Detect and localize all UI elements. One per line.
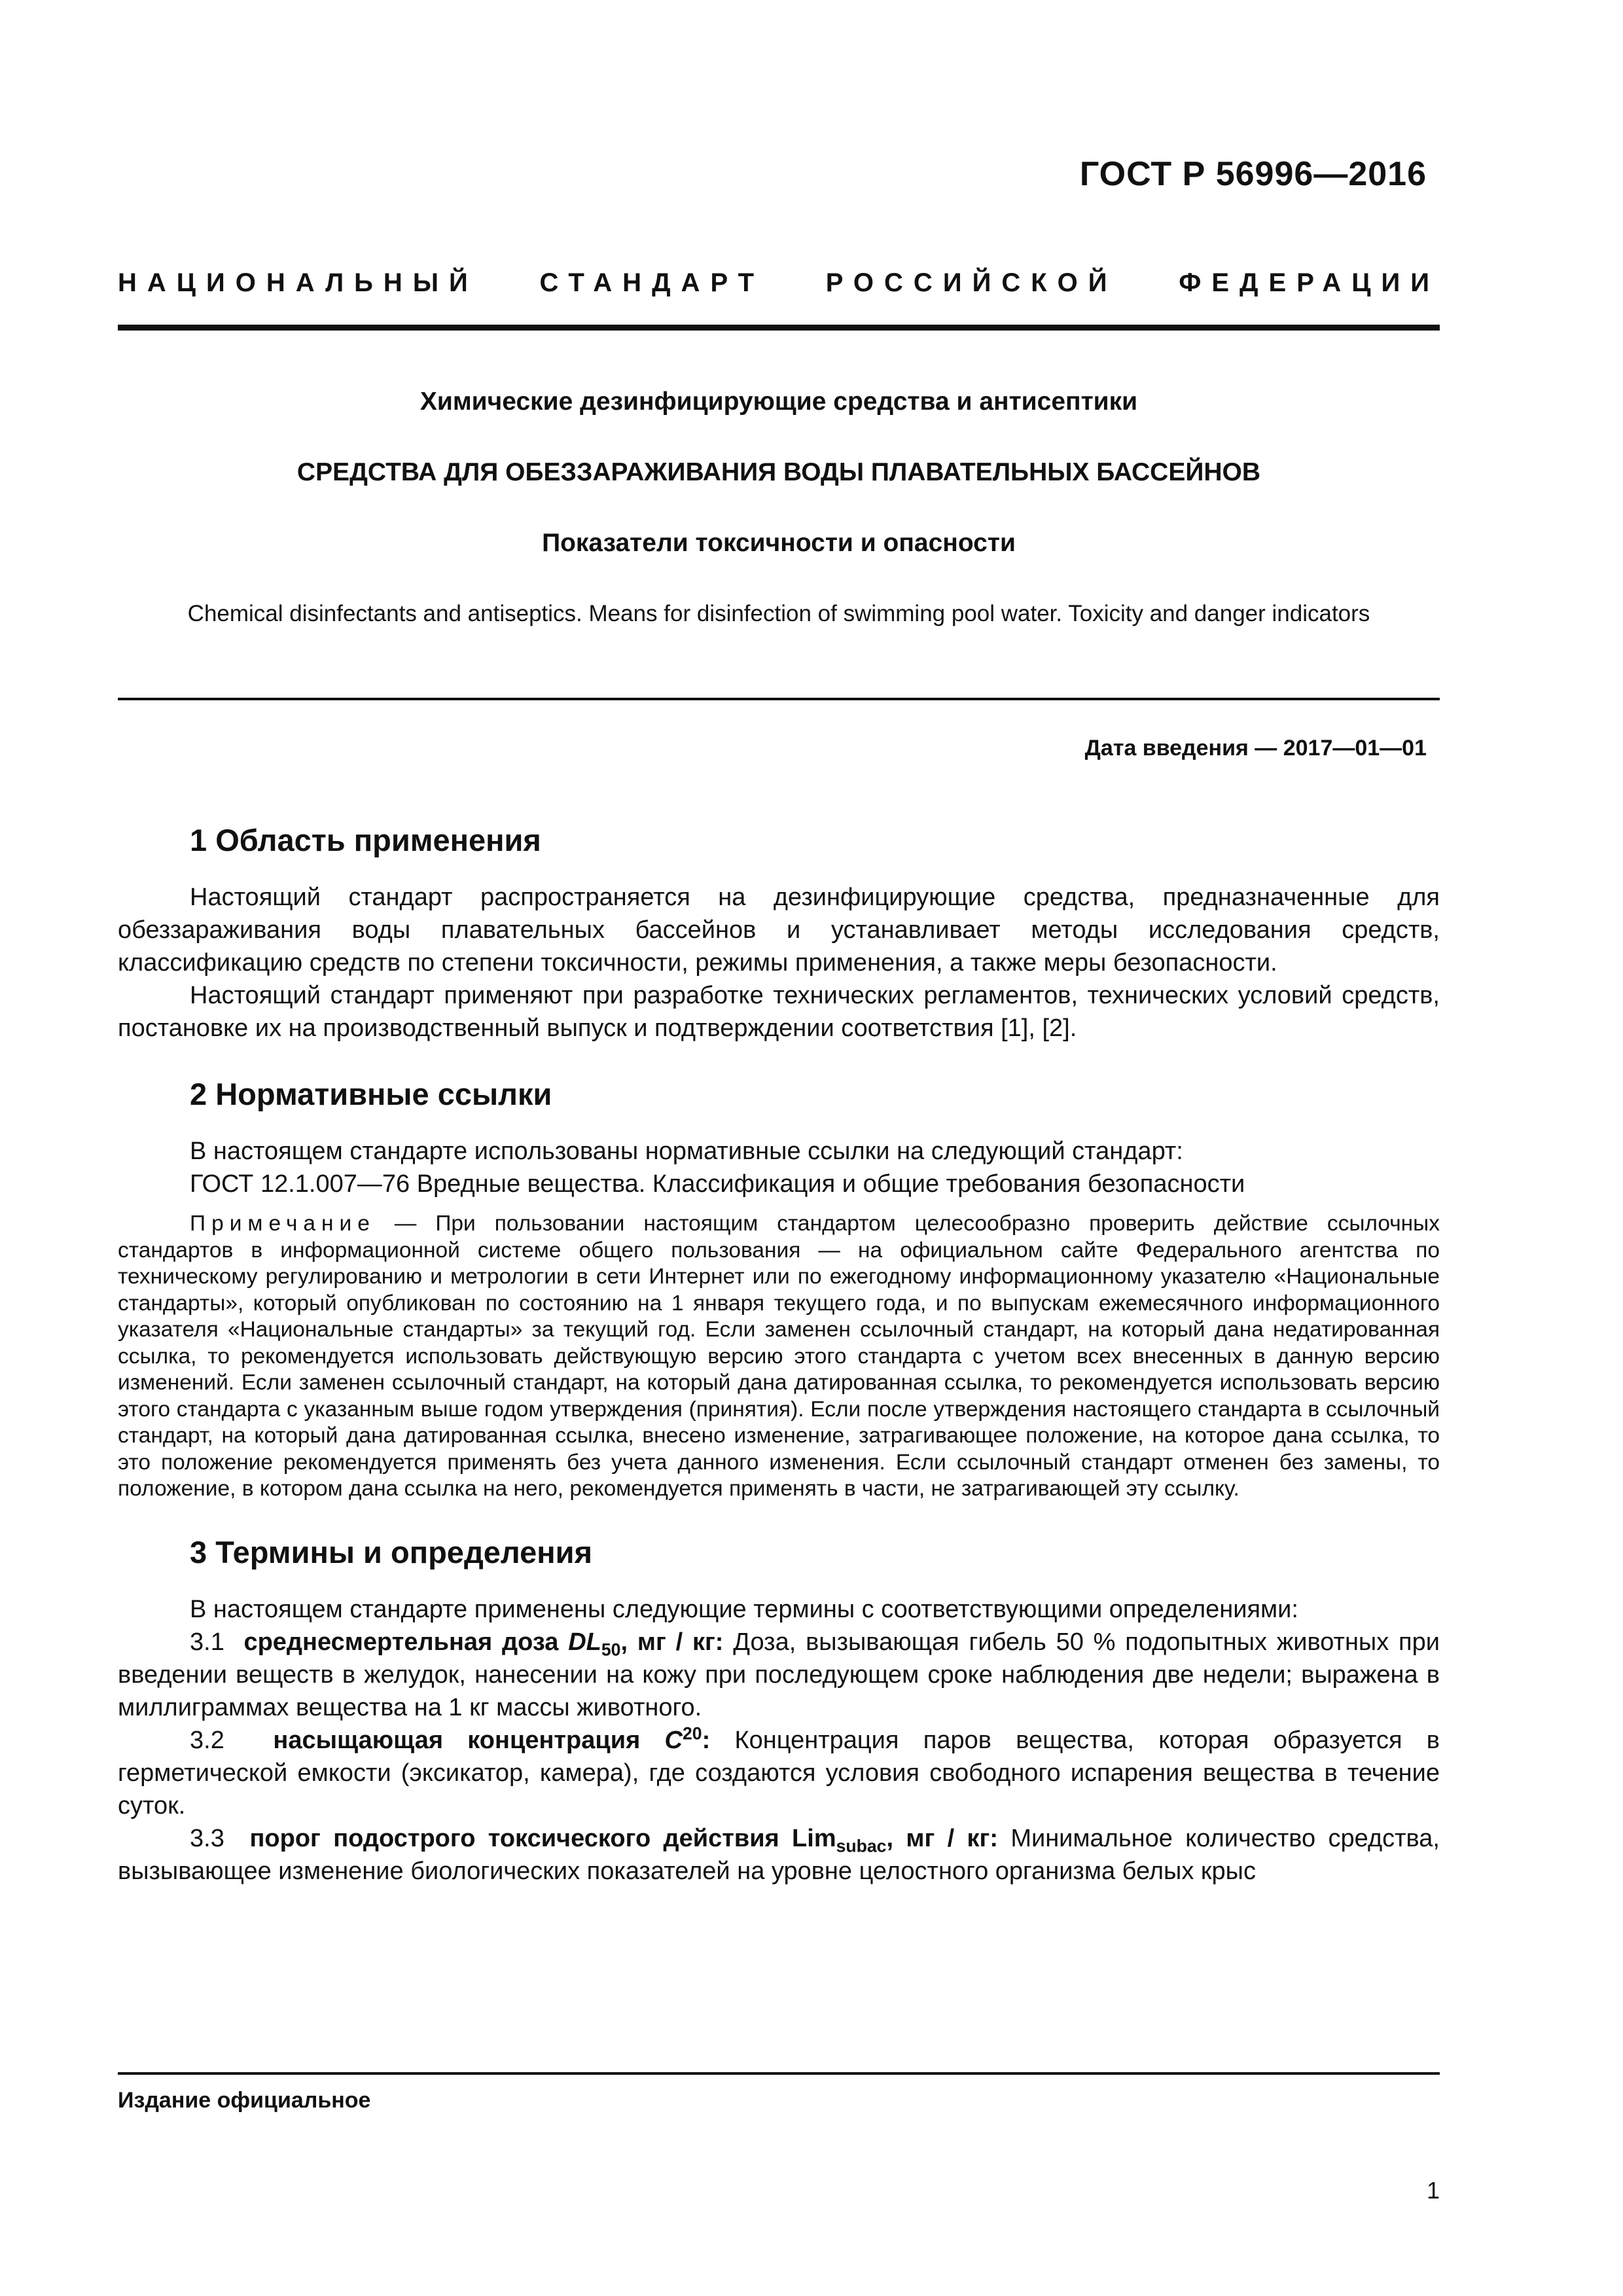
term-subscript: subac — [836, 1836, 887, 1856]
term-symbol: C — [664, 1726, 683, 1754]
paragraph: В настоящем стандарте применены следующие термины с соответствующими определениями: — [190, 1595, 1298, 1623]
title-group: Химические дезинфицирующие средства и антисептики — [419, 387, 1138, 416]
note-label: Примечание — [190, 1211, 376, 1236]
term-entry — [118, 1626, 1440, 1724]
note — [118, 1211, 1440, 1503]
section-heading: 3 Термины и определения — [190, 1534, 592, 1570]
section-heading: 2 Нормативные ссылки — [190, 1077, 552, 1111]
section-heading: 1 Область применения — [190, 823, 541, 857]
term-unit: , мг / кг: — [886, 1824, 998, 1852]
term-number: 3.1 — [190, 1628, 224, 1656]
term-definition: Доза, вызывающая гибель 50 % подопытных животных при введении веществ в желудок, нанесении на кожу при последующем сроке наблюдения две недели; выражена в миллиграммах вещества на 1 кг массы животного. — [118, 1628, 1440, 1721]
paragraph: Настоящий стандарт распространяется на дезинфицирующие средства, предназначенные для обеззараживания воды плавательных бассейнов и устанавливает методы исследования средств, классификацию средств по степени токсичности, режимы применения, а также меры безопасности. — [118, 884, 1440, 977]
paragraph: В настоящем стандарте использованы нормативные ссылки на следующий стандарт: — [190, 1138, 1183, 1165]
term-number: 3.3 — [190, 1824, 224, 1852]
term-subscript: 50 — [601, 1640, 621, 1660]
title-sub: Показатели токсичности и опасности — [542, 529, 1016, 557]
official-edition-label: Издание официальное — [118, 2088, 371, 2113]
banner-word: РОССИЙСКОЙ — [825, 268, 1118, 297]
term-name: порог подострого токсического действия Lim — [249, 1824, 836, 1852]
term-name: среднесмертельная доза — [243, 1628, 569, 1656]
term-unit: : — [702, 1726, 711, 1754]
term-definition: Концентрация паров вещества, которая образуется в герметической емкости (эксикатор, камера), где создаются условия свободного испарения вещества в течение суток. — [118, 1726, 1440, 1820]
term-name: насыщающая концентрация — [273, 1726, 665, 1754]
banner-word: СТАНДАРТ — [539, 268, 765, 297]
term-superscript: 20 — [683, 1723, 702, 1743]
term-number: 3.2 — [190, 1726, 224, 1754]
paragraph: Настоящий стандарт применяют при разработке технических регламентов, технических условий средств, постановке их на производственный выпуск и подтверждении соответствия [1], [2]. — [118, 982, 1440, 1042]
standard-designation: ГОСТ Р 56996—2016 — [1079, 155, 1427, 193]
term-symbol: DL — [568, 1628, 601, 1656]
page-number: 1 — [1426, 2177, 1440, 2204]
title-divider — [118, 698, 1440, 700]
footer-divider — [118, 2072, 1440, 2075]
banner-word: ФЕДЕРАЦИИ — [1179, 268, 1440, 297]
reference-entry: ГОСТ 12.1.007—76 Вредные вещества. Классификация и общие требования безопасности — [190, 1170, 1245, 1198]
document-body — [118, 817, 1440, 1888]
banner-word: НАЦИОНАЛЬНЫЙ — [118, 268, 478, 297]
term-definition: Минимальное количество средства, вызывающее изменение биологических показателей на уровне целостного организма белых крыс — [118, 1824, 1440, 1885]
title-main: СРЕДСТВА ДЛЯ ОБЕЗЗАРАЖИВАНИЯ ВОДЫ ПЛАВАТЕЛЬНЫХ БАССЕЙНОВ — [296, 458, 1261, 486]
title-english: Chemical disinfectants and antiseptics. Means for disinfection of swimming pool water. Toxicity and danger indicators — [187, 601, 1370, 626]
note-text: — При пользовании настоящим стандартом целесообразно проверить действие ссылочных стандартов в информационной системе общего пользования — на официальном сайте Федерального агентства по техническому регулированию и метрологии в сети Интернет или по ежегодному информационному указателю «Национальные стандарты», который опубликован по состоянию на 1 января текущего года, и по выпускам ежемесячного информационного указателя «Национальные стандарты» за текущий год. Если заменен ссылочный стандарт, на который дана недатированная ссылка, то рекомендуется использовать действующую версию этого стандарта с учетом всех внесенных в данную версию изменений. Если заменен ссылочный стандарт, на который дана датированная ссылка, то рекомендуется использовать версию этого стандарта с указанным выше годом утверждения (принятия). Если после утверждения настоящего стандарта в ссылочный стандарт, на который дана датированная ссылка, внесено изменение, затрагивающее положение, на которое дана ссылка, то это положение рекомендуется применять без учета данного изменения. Если ссылочный стандарт отменен без замены, то положение, в котором дана ссылка на него, рекомендуется применять в части, не затрагивающей эту ссылку. — [118, 1211, 1440, 1501]
term-entry — [118, 1822, 1440, 1888]
term-unit: , мг / кг: — [620, 1628, 724, 1656]
introduction-date: Дата введения — 2017—01—01 — [1084, 736, 1427, 761]
national-standard-banner — [118, 268, 1440, 298]
term-entry — [118, 1724, 1440, 1822]
header-divider — [118, 325, 1440, 331]
